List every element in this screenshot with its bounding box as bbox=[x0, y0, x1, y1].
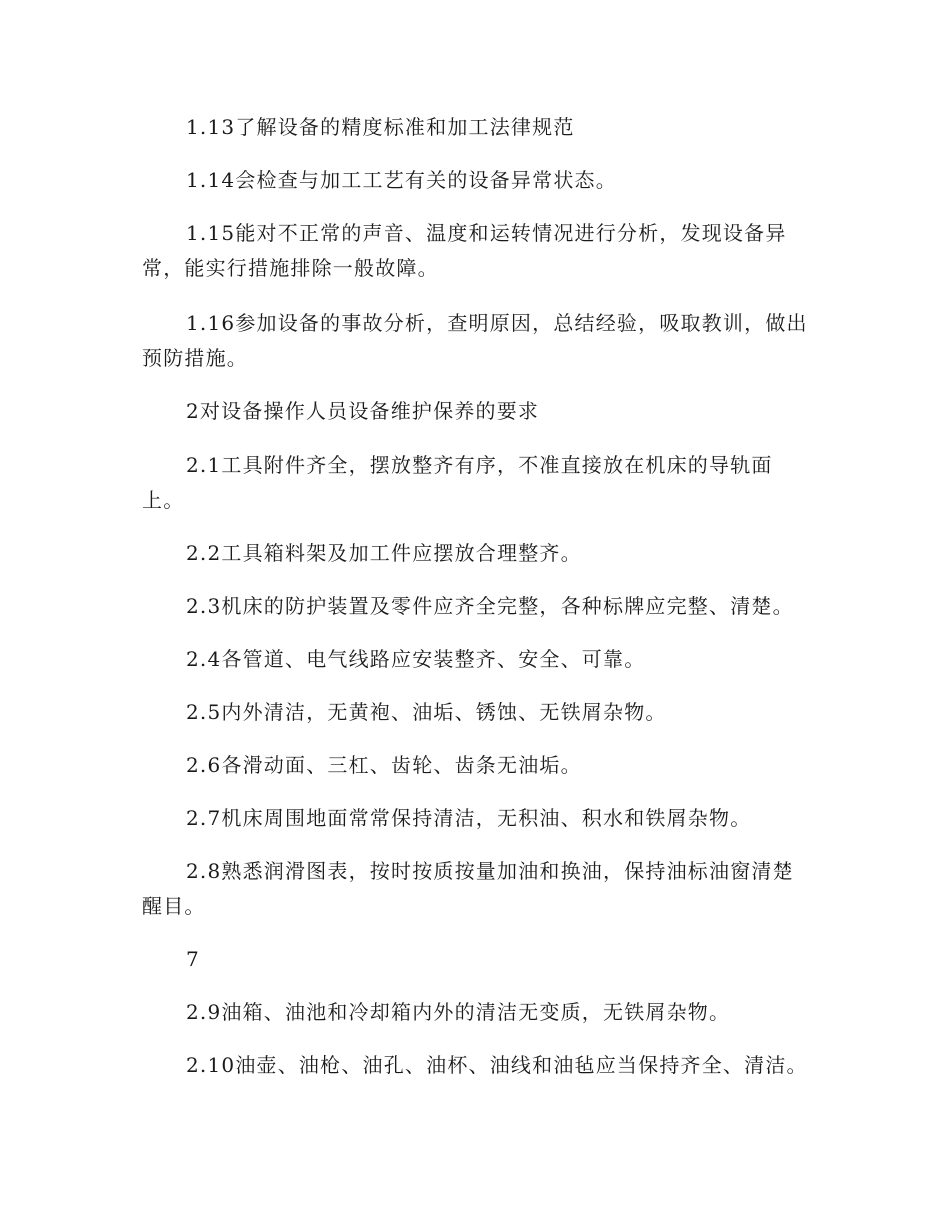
paragraph-2-7: 2.7机床周围地面常常保持清洁，无积油、积水和铁屑杂物。 bbox=[186, 806, 752, 830]
paragraph-2-6: 2.6各滑动面、三杠、齿轮、齿条无油垢。 bbox=[186, 753, 582, 777]
paragraph-2-9: 2.9油箱、油池和冷却箱内外的清洁无变质，无铁屑杂物。 bbox=[186, 1000, 731, 1024]
paragraph-1-13: 1.13了解设备的精度标准和加工法律规范 bbox=[186, 115, 575, 139]
page-number: 7 bbox=[186, 947, 200, 971]
paragraph-2-8: 2.8熟悉润滑图表，按时按质按量加油和换油，保持油标油窗清楚醒目。 bbox=[142, 859, 794, 918]
paragraph-2-1: 2.1工具附件齐全，摆放整齐有序，不准直接放在机床的导轨面上。 bbox=[142, 453, 773, 512]
paragraph-2-4: 2.4各管道、电气线路应安装整齐、安全、可靠。 bbox=[186, 647, 646, 671]
paragraph-2-3: 2.3机床的防护装置及零件应齐全完整，各种标牌应完整、清楚。 bbox=[186, 594, 794, 618]
section-heading-2: 2对设备操作人员设备维护保养的要求 bbox=[186, 399, 540, 423]
paragraph-2-2: 2.2工具箱料架及加工件应摆放合理整齐。 bbox=[186, 541, 582, 565]
paragraph-2-5: 2.5内外清洁，无黄袍、油垢、锈蚀、无铁屑杂物。 bbox=[186, 700, 667, 724]
paragraph-1-16: 1.16参加设备的事故分析，查明原因，总结经验，吸取教训，做出预防措施。 bbox=[142, 311, 808, 370]
paragraph-2-10: 2.10油壶、油枪、油孔、油杯、油线和油毡应当保持齐全、清洁。 bbox=[186, 1053, 808, 1077]
paragraph-1-14: 1.14会检查与加工工艺有关的设备异常状态。 bbox=[186, 168, 617, 192]
paragraph-1-15: 1.15能对不正常的声音、温度和运转情况进行分析，发现设备异常，能实行措施排除一般故障。 bbox=[142, 221, 787, 280]
